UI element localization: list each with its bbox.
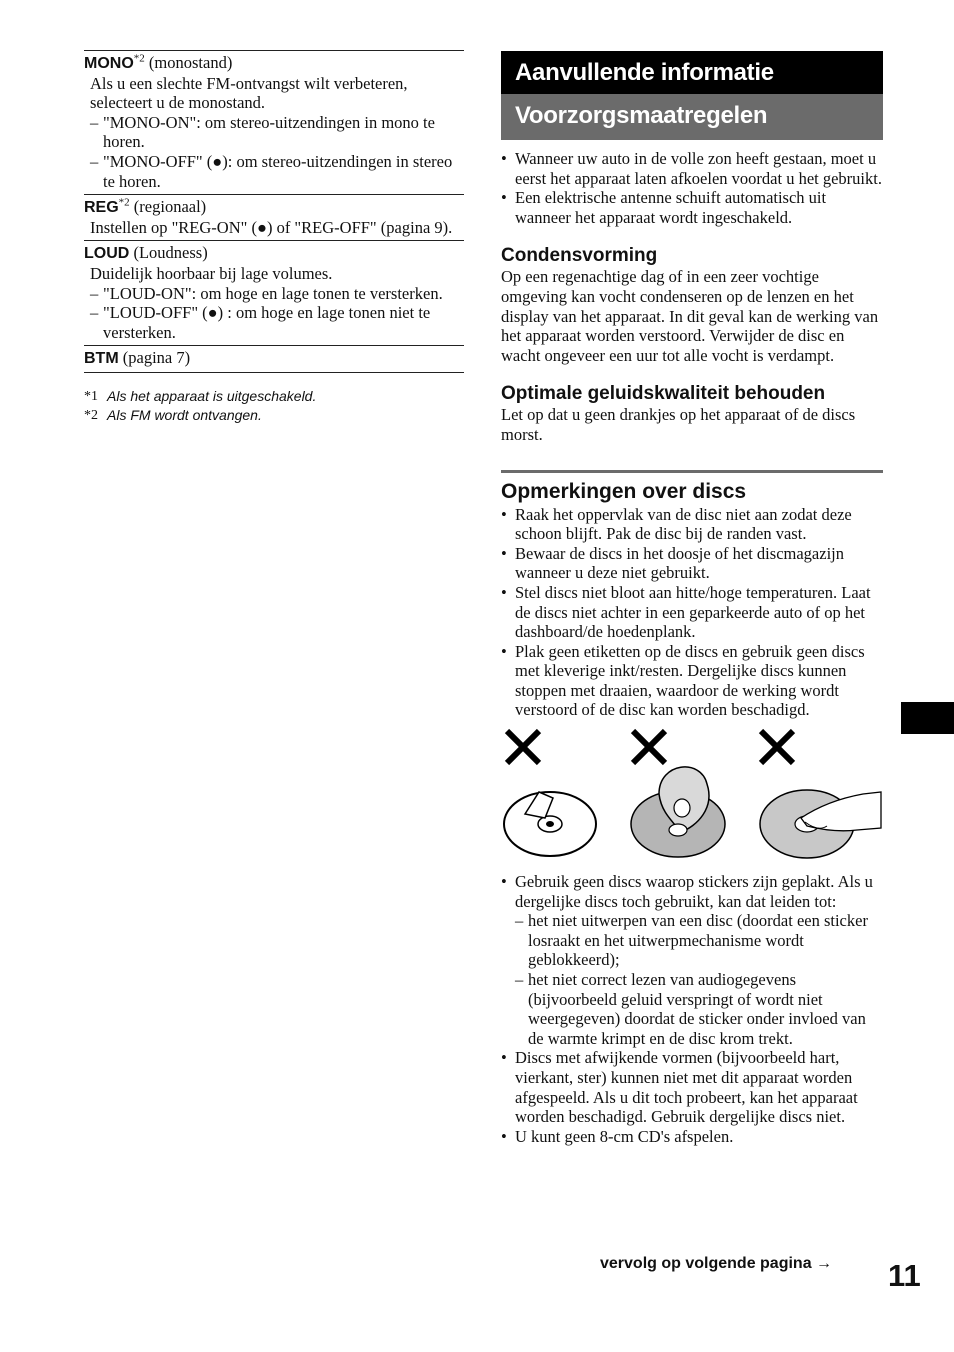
list-item: • Bewaar de discs in het doosje of het discmagazijn wanneer u deze niet gebruikt. [501, 543, 844, 583]
term-paren: (regionaal) [129, 197, 207, 217]
heading-disc-notes: Opmerkingen over discs [501, 470, 883, 505]
intro-bullets [501, 149, 883, 227]
section-banner: Aanvullende informatie [501, 51, 883, 94]
list-item: – "LOUD-OFF" (●) : om hoge en lage tonen niet te versterken. [90, 303, 431, 342]
term: REG [84, 199, 119, 217]
footnote: *1 Als het apparaat is uitgeschakeld. [84, 387, 317, 404]
list-item: • Raak het oppervlak van de disc niet aan zodat deze schoon blijft. Pak de disc bij de randen vast. [501, 504, 852, 544]
list-subitem: – het niet uitwerpen van een disc (doordat een sticker losraakt en het uitwerpmechanisme wordt geblokkeerd); [515, 911, 868, 970]
list-item: – "LOUD-ON": om hoge en lage tonen te versterken. [90, 283, 443, 303]
entry-desc: Instellen op "REG-ON" (●) of "REG-OFF" (pagina 9). [90, 217, 453, 237]
heading-condensation: Condensvorming [501, 245, 658, 267]
list-subitem: – het niet correct lezen van audiogegevens (bijvoorbeeld geluid verspringt of wordt niet weergegeven) doordat de sticker onder invloed van de warmte krimpt en de disc krom trekt. [515, 970, 866, 1048]
heading-sound-quality: Optimale geluidskwaliteit behouden [501, 383, 826, 405]
entry-btm [84, 345, 464, 373]
disc-illustration [501, 722, 883, 872]
list-item: – "MONO-ON": om stereo-uitzendingen in mono te horen. [90, 112, 435, 152]
entry-desc: Duidelijk hoorbaar bij lage volumes. [90, 263, 333, 283]
page-number: 11 [888, 1258, 921, 1293]
sticker-bullet-block [501, 872, 883, 1146]
right-column [501, 51, 883, 1146]
footnote-ref: *2 [118, 196, 130, 209]
disc-touch-icon [760, 790, 881, 858]
term-paren: (Loudness) [129, 243, 208, 263]
term-paren: (pagina 7) [118, 348, 191, 368]
term: BTM [84, 350, 119, 368]
list-item: • Stel discs niet bloot aan hitte/hoge temperaturen. Laat de discs niet achter in een geparkeerde auto of op het dashboard/de hoedenplank. [501, 582, 871, 642]
paragraph: Op een regenachtige dag of in een zeer vochtige omgeving kan vocht condenseren op de lenzen en het display van het apparaat. In dit geval kan de werking van het apparaat worden verstoord. Verwijder de disc en wacht ongeveer een uur tot alle vocht is verdampt. [501, 267, 879, 365]
prohibited-icon [633, 731, 665, 763]
list-item: • Discs met afwijkende vormen (bijvoorbeeld hart, vierkant, ster) kunnen niet met dit apparaat worden afgespeeld. Als u dit toch probeert, kan het apparaat worden beschadigd. Gebruik dergelijke discs niet. [501, 1048, 858, 1127]
disc-handling-illustration [501, 722, 883, 872]
list-item: • U kunt geen 8-cm CD's afspelen. [501, 1126, 734, 1146]
entry-mono [84, 50, 464, 194]
entry-loud [84, 240, 464, 345]
prohibited-icon [761, 731, 793, 763]
list-item: – "MONO-OFF" (●): om stereo-uitzendingen in stereo te horen. [90, 151, 453, 191]
footnote-ref: *2 [133, 52, 145, 65]
list-item: • Wanneer uw auto in de volle zon heeft gestaan, moet u eerst het apparaat laten afkoelen voordat u het gebruikt. [501, 149, 882, 188]
list-item: • Een elektrische antenne schuift automatisch uit wanneer het apparaat wordt ingeschakeld. [501, 188, 827, 227]
left-column [84, 50, 464, 425]
list-item: • Gebruik geen discs waarop stickers zijn geplakt. Als u dergelijke discs toch gebruikt, kan dat leiden tot: [501, 872, 873, 911]
disc-bullets [501, 505, 883, 721]
footnotes [84, 387, 464, 425]
term: LOUD [84, 245, 130, 263]
irregular-disc-icon [631, 767, 725, 857]
disc-with-sticker-icon [504, 792, 596, 856]
section-subbanner: Voorzorgsmaatregelen [501, 94, 883, 140]
term: MONO [84, 55, 134, 72]
prohibited-icon [507, 731, 539, 763]
entry-reg [84, 194, 464, 240]
chapter-tab [901, 702, 954, 734]
footnote: *2 Als FM wordt ontvangen. [84, 406, 262, 423]
entry-desc: Als u een slechte FM-ontvangst wilt verbeteren, selecteert u de monostand. [90, 73, 408, 113]
paragraph: Let op dat u geen drankjes op het apparaat of de discs morst. [501, 405, 856, 444]
list-item: • Plak geen etiketten op de discs en gebruik geen discs met kleverige inkt/resten. Dergelijke discs kunnen stoppen met draaien, waardoor de werking wordt verstoord of de disc kan worden beschadigd. [501, 641, 865, 720]
continue-note: vervolg op volgende pagina → [600, 1255, 833, 1272]
term-paren: (monostand) [144, 53, 233, 72]
